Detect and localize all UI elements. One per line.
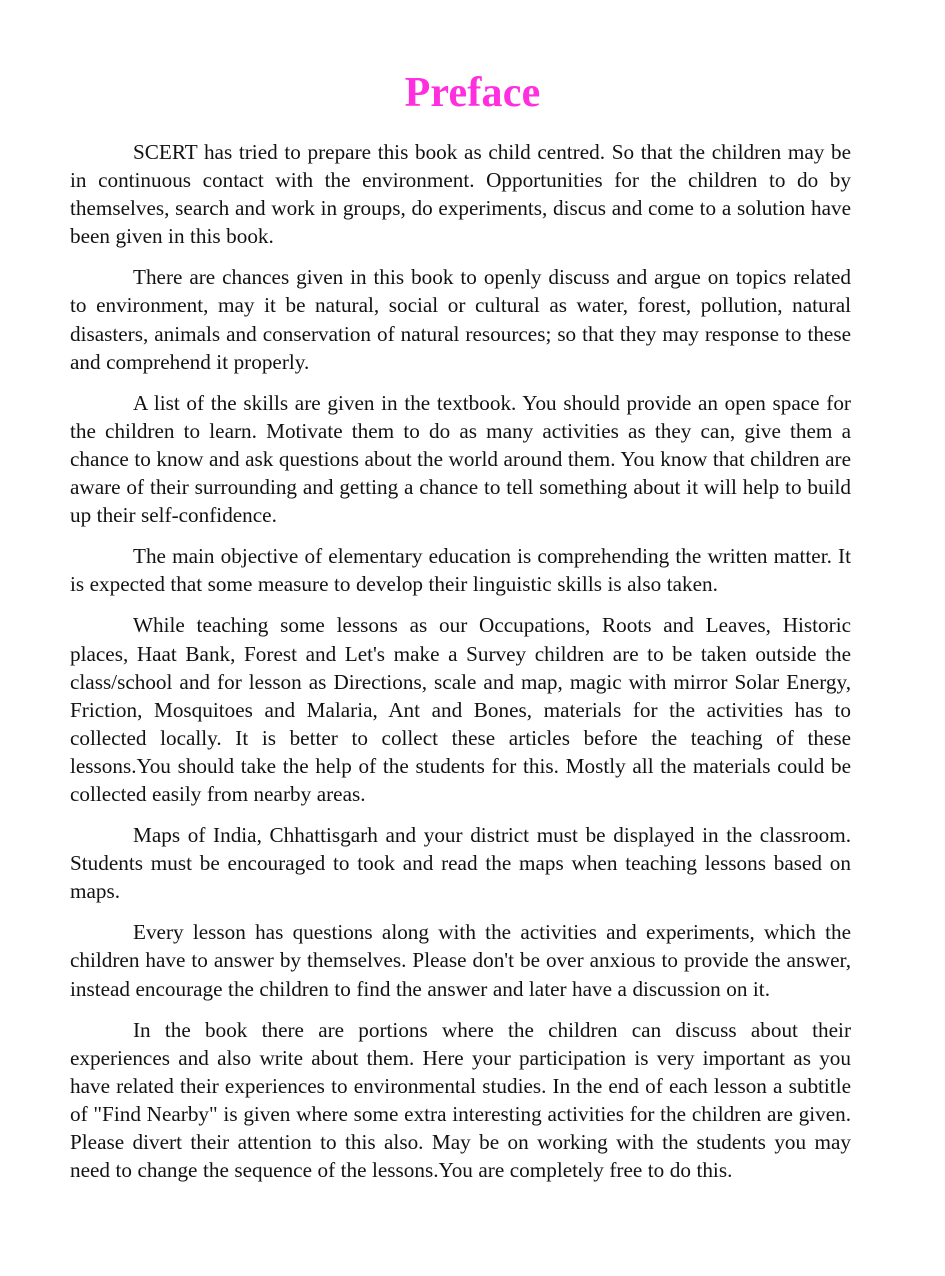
paragraph-1: SCERT has tried to prepare this book as child centred. So that the children may be in continuous contact with the environment. Opportunities for the children to do by themselves, search and work in groups, do experiments, discus and come to a solution have been given in this book. xyxy=(70,140,851,249)
paragraph-6: Maps of India, Chhattisgarh and your district must be displayed in the classroom. Students must be encouraged to took and read the maps when teaching lessons based on maps. xyxy=(70,823,851,904)
paragraph-8: In the book there are portions where the children can discuss about their experiences and also write about them. Here your participation is very important as you have related their experiences to environmental studies. In the end of each lesson a subtitle of "Find Nearby" is given where some extra interesting activities for the children are given. Please divert their attention to this also. May be on working with the students you may need to change the sequence of the lessons.You are completely free to do this. xyxy=(70,1017,851,1183)
paragraph-4: The main objective of elementary education is comprehending the written matter. It is expected that some measure to develop their linguistic skills is also taken. xyxy=(70,544,851,597)
page-title: Preface xyxy=(404,70,541,116)
body-text-column xyxy=(70,138,851,1184)
paragraph-2: There are chances given in this book to openly discuss and argue on topics related to environment, may it be natural, social or cultural as water, forest, pollution, natural disasters, animals and conservation of natural resources; so that they may response to these and comprehend it properly. xyxy=(70,265,851,374)
paragraph-7: Every lesson has questions along with the activities and experiments, which the children have to answer by themselves. Please don't be over anxious to provide the answer, instead encourage the children to find the answer and later have a discussion on it. xyxy=(70,920,851,1001)
paragraph-3: A list of the skills are given in the textbook. You should provide an open space for the children to learn. Motivate them to do as many activities as they can, give them a chance to know and ask questions about the world around them. You know that children are aware of their surrounding and getting a chance to tell something about it will help to build up their self-confidence. xyxy=(70,390,851,528)
paragraph-5: While teaching some lessons as our Occupations, Roots and Leaves, Historic places, Haat Bank, Forest and Let's make a Survey children are to be taken outside the class/school and for lesson as Directions, scale and map, magic with mirror Solar Energy, Friction, Mosquitoes and Malaria, Ant and Bones, materials for the activities has to collected locally. It is better to collect these articles before the teaching of these lessons.You should take the help of the students for this. Mostly all the materials could be collected easily from nearby areas. xyxy=(70,613,851,806)
